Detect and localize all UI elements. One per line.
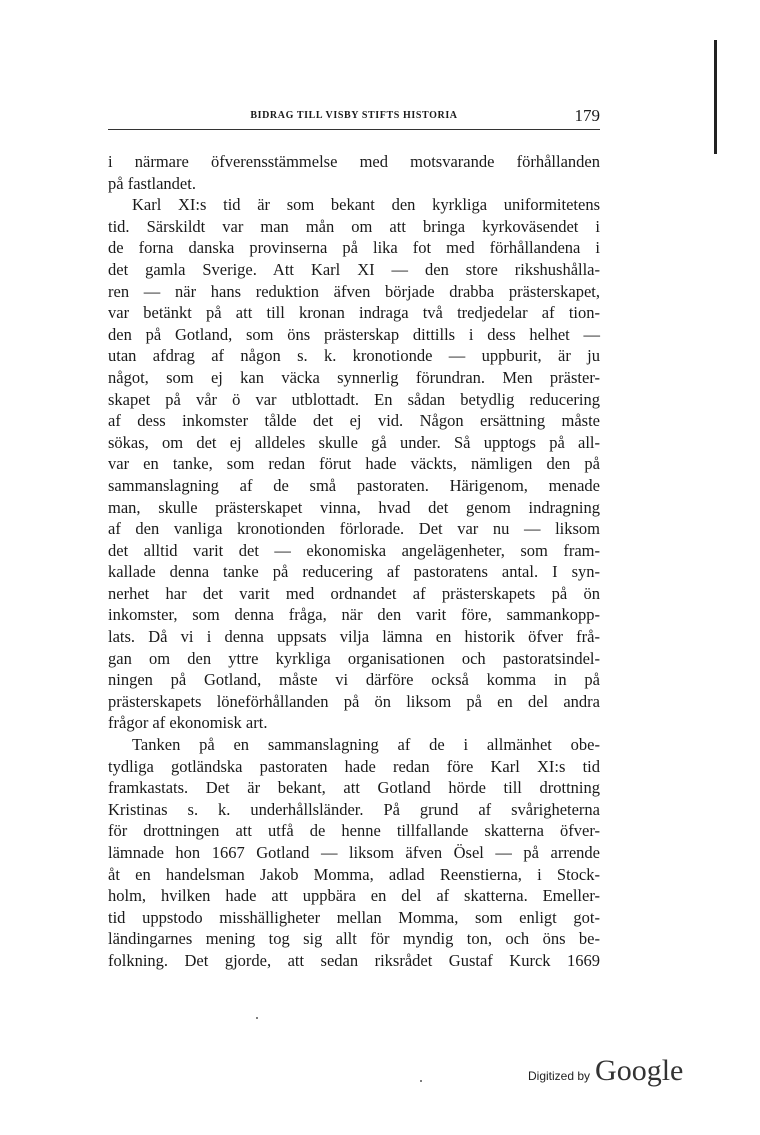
text-line: var en tanke, som redan förut hade väckts, nämligen den på — [108, 454, 600, 474]
text-line: frågor af ekonomisk art. — [108, 713, 268, 733]
text-line: holm, hvilken hade att uppbära en del af skatterna. Emeller- — [108, 886, 600, 906]
text-line: Kristinas s. k. underhållsländer. På grund af svårigheterna — [108, 799, 600, 819]
page-header — [108, 106, 600, 126]
text-line: något, som ej kan väcka synnerlig förundran. Men präster- — [108, 367, 600, 387]
text-line: åt en handelsman Jakob Momma, adlad Reenstierna, i Stock- — [108, 864, 600, 884]
text-line: i närmare öfverensstämmelse med motsvarande förhållanden — [108, 152, 600, 171]
text-line: lats. Då vi i denna uppsats vilja lämna en historik öfver frå- — [108, 627, 600, 647]
text-line: tydliga gotländska pastoraten hade redan före Karl XI:s tid — [108, 756, 600, 776]
text-line: på fastlandet. — [108, 173, 196, 193]
text-line: Karl XI:s tid är som bekant den kyrkliga uniformitetens — [132, 195, 600, 215]
text-line: för drottningen att utfå de henne tillfallande skatterna öfver- — [108, 821, 600, 841]
body-text — [108, 151, 600, 972]
page-number: 179 — [574, 106, 600, 125]
text-line: ningen på Gotland, måste vi därföre också komma in på — [108, 670, 600, 690]
text-line: ren — när hans reduktion äfven började drabba prästerskapet, — [108, 281, 600, 301]
digitized-by-label: Digitized by — [528, 1069, 591, 1083]
text-line: folkning. Det gjorde, att sedan riksrådet Gustaf Kurck 1669 — [108, 950, 600, 970]
text-line: den på Gotland, som öns prästerskap dittills i dess helhet — — [108, 324, 600, 344]
text-line: det alltid varit det — ekonomiska angelägenheter, som fram- — [108, 540, 600, 560]
text-line: tid. Särskildt var man mån om att bringa kyrkoväsendet i — [108, 216, 600, 236]
header-rule — [108, 129, 600, 130]
scan-speck — [420, 1080, 422, 1082]
text-line: tid uppstodo misshälligheter mellan Momma, som enligt got- — [108, 907, 600, 927]
text-line: det gamla Sverige. Att Karl XI — den store rikshushålla- — [108, 259, 600, 279]
text-line: man, skulle prästerskapet vinna, hvad det genom indragning — [108, 497, 600, 517]
scan-speck — [256, 1017, 258, 1019]
text-line: inkomster, som denna fråga, när den varit före, sammankopp- — [108, 605, 600, 625]
text-line: sökas, om det ej alldeles skulle gå under. Så upptogs på all- — [108, 432, 600, 452]
google-watermark — [528, 1054, 683, 1088]
page-edge-mark — [714, 40, 717, 154]
text-line: lämnade hon 1667 Gotland — liksom äfven Ösel — på arrende — [108, 843, 600, 862]
text-line: skapet på vår ö var utblottadt. En sådan betydlig reducering — [108, 389, 600, 409]
text-line: utan afdrag af någon s. k. kronotionde — uppburit, är ju — [108, 346, 600, 366]
text-line: var betänkt på att till kronan indraga två tredjedelar af tion- — [108, 303, 600, 323]
text-line: af dess inkomster tålde det ej vid. Någon ersättning måste — [108, 411, 600, 431]
text-line: prästerskapets löneförhållanden på ön liksom på en del andra — [108, 691, 600, 711]
text-line: nerhet har det varit med ordnandet af prästerskapets på ön — [108, 583, 600, 603]
text-line: ländingarnes mening tog sig allt för myndig ton, och öns be- — [108, 929, 600, 949]
text-line: sammanslagning af de små pastoraten. Härigenom, menade — [108, 475, 600, 495]
text-line: Tanken på en sammanslagning af de i allmänhet obe- — [132, 735, 600, 755]
running-head: BIDRAG TILL VISBY STIFTS HISTORIA — [250, 110, 458, 121]
text-line: gan om den yttre kyrkliga organisationen och pastoratsindel- — [108, 648, 600, 668]
text-line: kallade denna tanke på reducering af pastoratens antal. I syn- — [108, 562, 600, 582]
google-logo: Google — [595, 1054, 684, 1087]
text-line: framkastats. Det är bekant, att Gotland hörde till drottning — [108, 778, 600, 798]
text-line: de forna danska provinserna på lika fot med förhållandena i — [108, 238, 600, 258]
text-line: af den vanliga kronotionden förlorade. Det var nu — liksom — [108, 519, 600, 539]
